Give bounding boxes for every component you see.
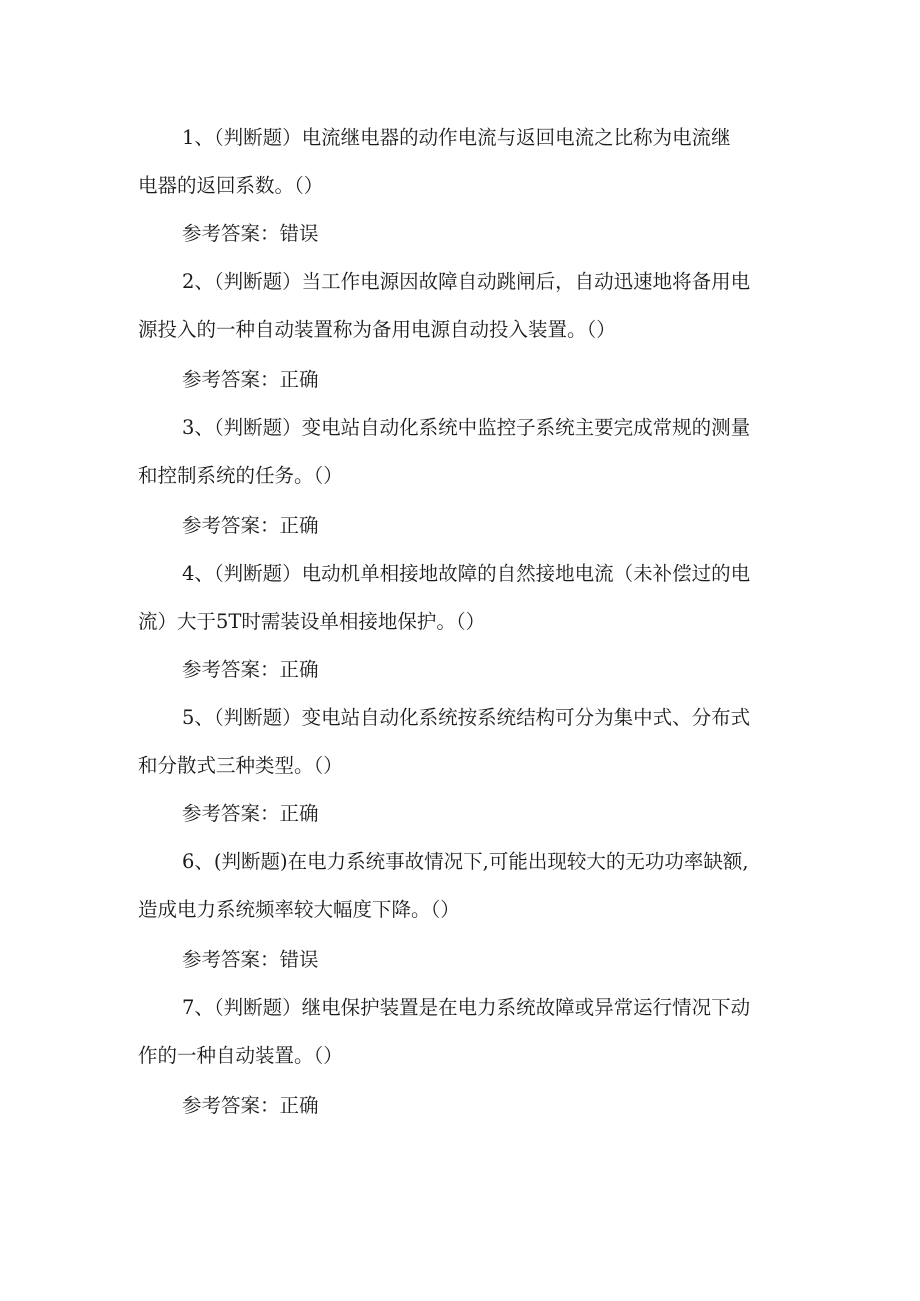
question-4-answer: 参考答案：正确 <box>182 658 319 681</box>
question-1-answer: 参考答案：错误 <box>182 222 319 245</box>
question-6 <box>138 848 790 924</box>
question-2-text-line1: 2、（判断题）当工作电源因故障自动跳闸后，自动迅速地将备用电 <box>182 270 751 293</box>
question-5-answer: 参考答案：正确 <box>182 802 319 825</box>
question-4-text-line1: 4、（判断题）电动机单相接地故障的自然接地电流（未补偿过的电 <box>182 562 751 585</box>
question-2 <box>138 268 790 344</box>
question-7-text-line2: 作的一种自动装置。（） <box>138 1044 343 1067</box>
question-3 <box>138 414 790 490</box>
question-6-answer: 参考答案：错误 <box>182 948 319 971</box>
question-1-text-line2: 电器的返回系数。（） <box>138 174 324 197</box>
question-7 <box>138 994 790 1070</box>
question-2-answer: 参考答案：正确 <box>182 368 319 391</box>
question-6-text-line2: 造成电力系统频率较大幅度下降。（） <box>138 898 460 921</box>
question-6-text-line1: 6、(判断题)在电力系统事故情况下,可能出现较大的无功功率缺额, <box>182 850 749 873</box>
question-7-text-line1: 7、（判断题）继电保护装置是在电力系统故障或异常运行情况下动 <box>182 996 751 1019</box>
question-3-answer: 参考答案：正确 <box>182 514 319 537</box>
question-2-text-line2: 源投入的一种自动装置称为备用电源自动投入装置。（） <box>138 318 616 341</box>
question-5-text-line1: 5、（判断题）变电站自动化系统按系统结构可分为集中式、分布式 <box>182 706 751 729</box>
question-3-text-line2: 和控制系统的任务。（） <box>138 464 343 487</box>
question-1 <box>138 124 790 200</box>
question-1-text-line1: 1、（判断题）电流继电器的动作电流与返回电流之比称为电流继 <box>182 126 731 149</box>
question-4 <box>138 560 790 636</box>
question-5 <box>138 704 790 780</box>
question-4-text-line2: 流）大于5T时需装设单相接地保护。（） <box>138 610 486 633</box>
question-5-text-line2: 和分散式三种类型。（） <box>138 754 343 777</box>
question-7-answer: 参考答案：正确 <box>182 1094 319 1117</box>
question-3-text-line1: 3、（判断题）变电站自动化系统中监控子系统主要完成常规的测量 <box>182 416 751 439</box>
